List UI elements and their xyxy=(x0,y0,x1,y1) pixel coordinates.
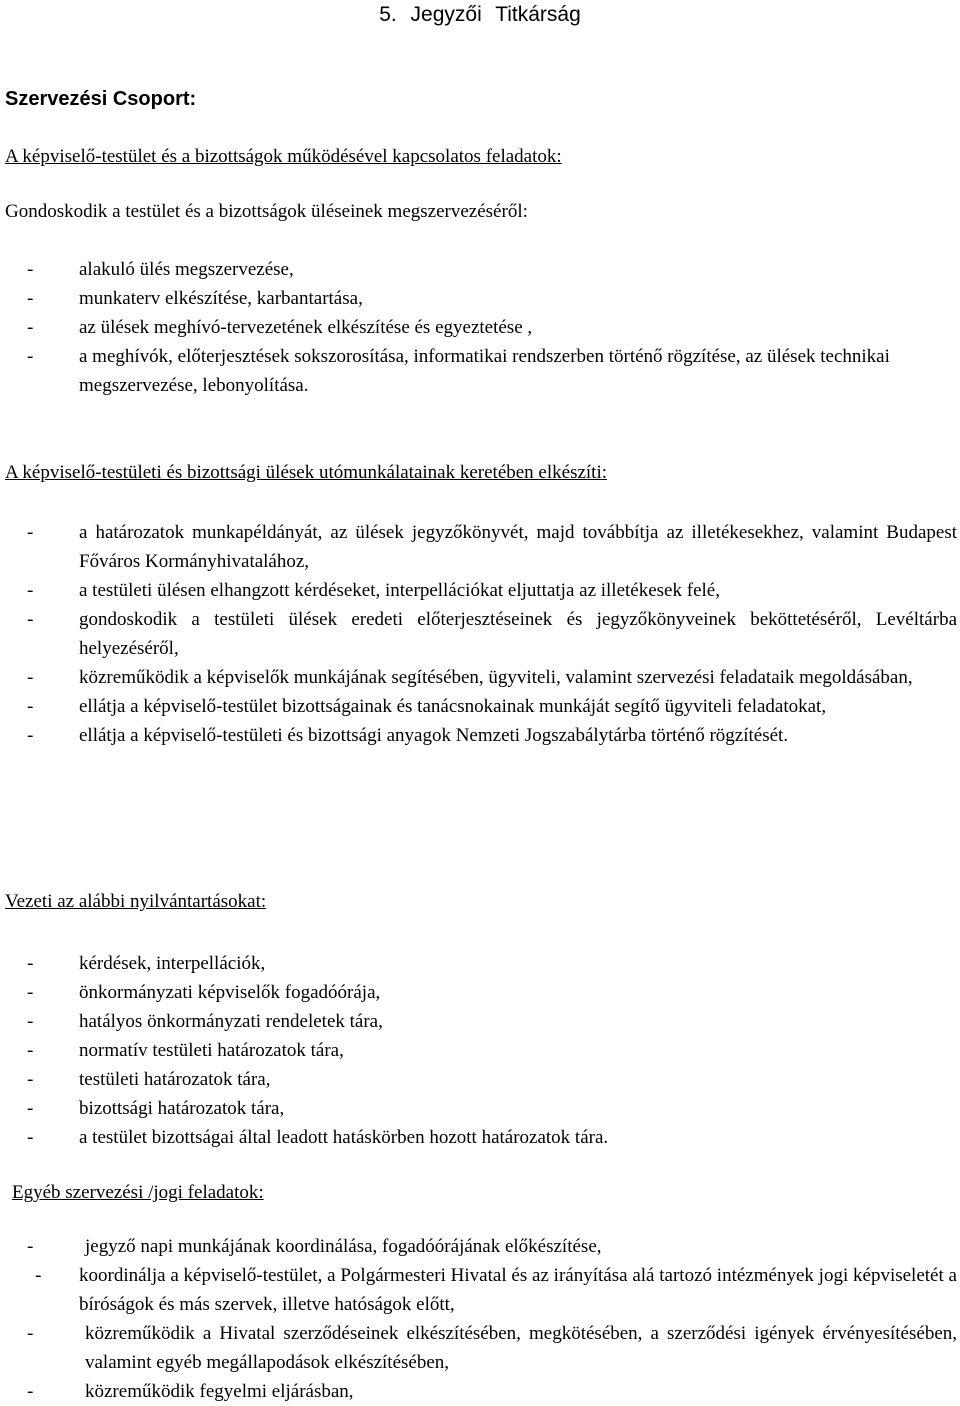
list-item: - koordinálja a képviselő-testület, a Polgármesteri Hivatal és az irányítása alá tartozó intézmények jogi képviseletét a bíróságok és más szervek, illetve hatóságok előtt, xyxy=(35,1265,957,1315)
section3-list xyxy=(27,949,957,1152)
list-item: - gondoskodik a testületi ülések eredeti előterjesztéseinek és jegyzőkönyveinek beköttetéséről, Levéltárba helyezéséről, xyxy=(27,609,957,659)
section2-list xyxy=(27,518,957,750)
list-item: - az ülések meghívó-tervezetének elkészítése és egyeztetése , xyxy=(27,317,533,338)
list-item: - közreműködik a Hivatal szerződéseinek elkészítésében, megkötésében, a szerződési igények érvényesítésében, valamint egyéb megállapodások elkészítésében, xyxy=(27,1323,957,1373)
list-item: - ellátja a képviselő-testületi és bizottsági anyagok Nemzeti Jogszabálytárba történő rögzítését. xyxy=(27,725,789,746)
list-item: - alakuló ülés megszervezése, xyxy=(27,259,294,280)
list-item: - közreműködik a képviselők munkájának segítésében, ügyviteli, valamint szervezési feladataik megoldásában, xyxy=(27,667,913,688)
section1-list xyxy=(27,255,957,400)
list-item: - önkormányzati képviselők fogadóórája, xyxy=(27,982,381,1003)
list-item: - a határozatok munkapéldányát, az ülések jegyzőkönyvét, majd továbbítja az illetékesekhez, valamint Budapest Főváros Kormányhivatalához, xyxy=(27,522,957,572)
list-item: - hatályos önkormányzati rendeletek tára, xyxy=(27,1011,383,1032)
list-item: - bizottsági határozatok tára, xyxy=(27,1098,285,1119)
list-item: - a testületi ülésen elhangzott kérdéseket, interpellációkat eljuttatja az illetékesek felé, xyxy=(27,580,720,601)
section1-intro: Gondoskodik a testület és a bizottságok üléseinek megszervezéséről: xyxy=(5,201,528,222)
list-item: - jegyző napi munkájának koordinálása, fogadóórájának előkészítése, xyxy=(27,1236,602,1257)
list-item: - testületi határozatok tára, xyxy=(27,1069,271,1090)
list-item: - kérdések, interpellációk, xyxy=(27,953,266,974)
list-item: - normatív testületi határozatok tára, xyxy=(27,1040,344,1061)
section1-heading: A képviselő-testület és a bizottságok működésével kapcsolatos feladatok: xyxy=(5,146,562,167)
section4-heading: Egyéb szervezési /jogi feladatok: xyxy=(12,1182,264,1203)
list-item: - ellátja a képviselő-testület bizottságainak és tanácsnokainak munkáját segítő ügyviteli feladatokat, xyxy=(27,696,827,717)
section2-heading: A képviselő-testületi és bizottsági ülések utómunkálatainak keretében elkészíti: xyxy=(5,462,608,483)
list-item: - munkaterv elkészítése, karbantartása, xyxy=(27,288,363,309)
section4-list xyxy=(27,1232,957,1406)
list-item: - a meghívók, előterjesztések sokszorosítása, informatikai rendszerben történő rögzítése, az ülések technikai megszervezése, lebonyolítása. xyxy=(27,346,890,396)
list-item: - a testület bizottságai által leadott hatáskörben hozott határozatok tára. xyxy=(27,1127,609,1148)
list-item: - közreműködik fegyelmi eljárásban, xyxy=(27,1381,354,1402)
page-title: 5. Jegyzői Titkárság xyxy=(379,3,581,26)
section3-heading: Vezeti az alábbi nyilvántartásokat: xyxy=(5,891,267,912)
group-title: Szervezési Csoport: xyxy=(5,88,197,110)
